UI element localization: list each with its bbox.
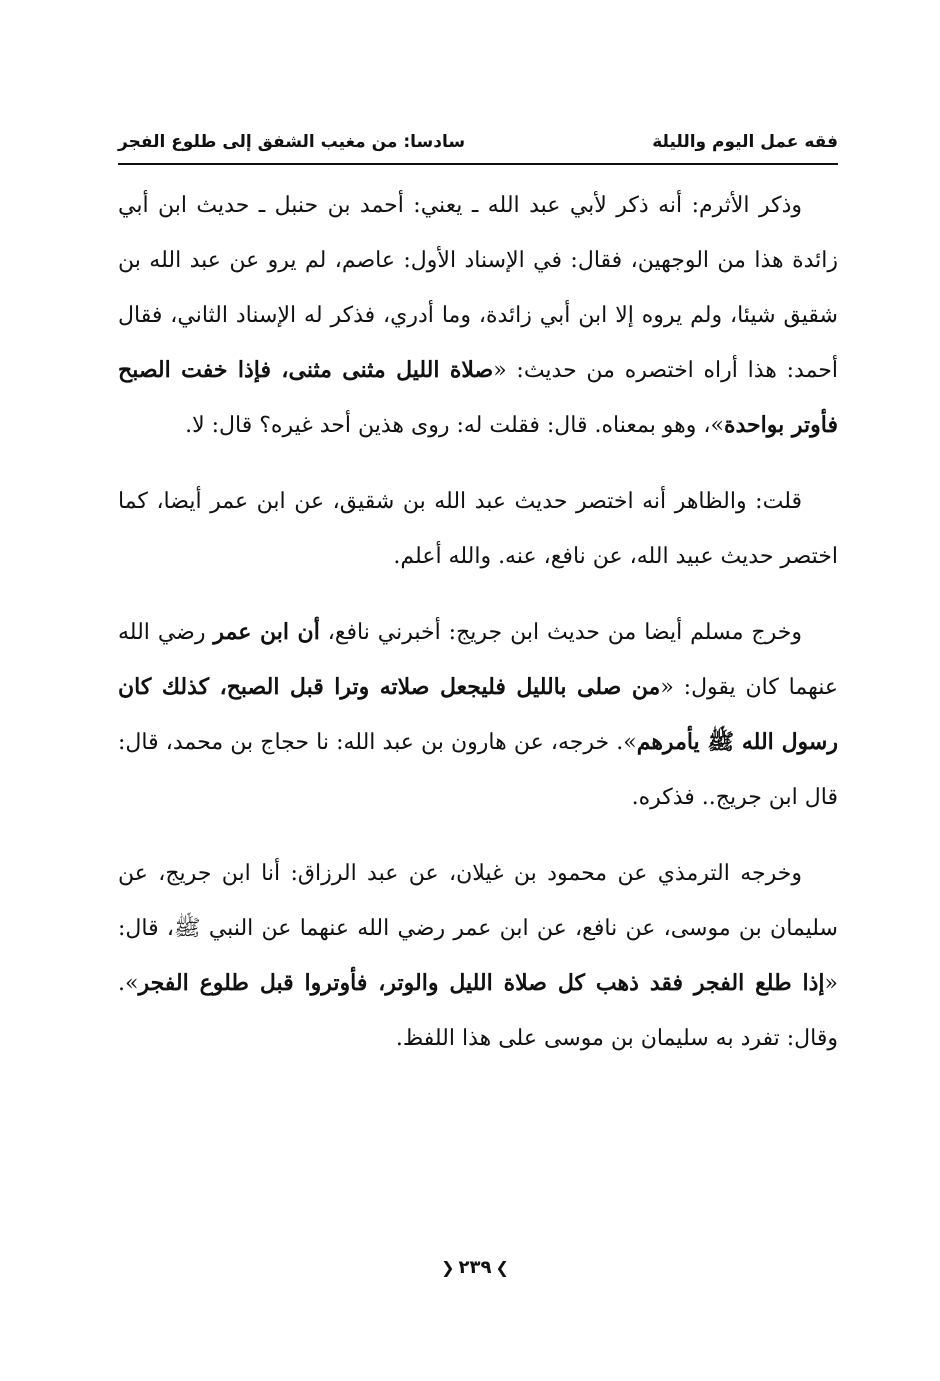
paragraph	[118, 178, 838, 453]
page-number-ornament-right: ❯	[495, 1258, 509, 1277]
section-title: سادسا: من مغيب الشفق إلى طلوع الفجر	[118, 132, 466, 152]
header-rule	[118, 163, 838, 165]
text-segment: وخرج مسلم أيضا من حديث ابن جريج: أخبرني نافع،	[319, 620, 802, 645]
text-segment: رضي الله عنهما كان يقول: «	[118, 620, 839, 700]
paragraph	[118, 605, 838, 825]
hadith-text: أن ابن عمر	[213, 619, 320, 645]
page-number-ornament-left: ❮	[441, 1258, 455, 1277]
text-segment: ». خرجه، عن هارون بن عبد الله: نا حجاج بن محمد، قال: قال ابن جريج.. فذكره.	[118, 730, 838, 810]
hadith-text: إذا طلع الفجر فقد ذهب كل صلاة الليل والوتر، فأوتروا قبل طلوع الفجر	[138, 970, 825, 996]
paragraph	[118, 846, 838, 1066]
body-text	[118, 178, 838, 1087]
text-segment: قلت: والظاهر أنه اختصر حديث عبد الله بن شقيق، عن ابن عمر أيضا، كما اختصر حديث عبيد الله، عن نافع، عنه. والله أعلم.	[118, 489, 838, 569]
hadith-text: من صلى بالليل فليجعل صلاته وترا قبل الصبح، كذلك كان رسول الله ﷺ يأمرهم	[118, 674, 838, 755]
text-segment: »، وهو بمعناه. قال: فقلت له: روى هذين أحد غيره؟ قال: لا.	[185, 413, 724, 438]
page-number-value: ٢٣٩	[458, 1257, 492, 1278]
paragraph	[118, 474, 838, 584]
text-segment: وخرجه الترمذي عن محمود بن غيلان، عن عبد الرزاق: أنا ابن جريج، عن سليمان بن موسى، عن نافع، عن ابن عمر رضي الله عنهما عن النبي ﷺ، قال: «	[118, 861, 838, 996]
page-number	[420, 1252, 530, 1284]
text-segment: ». وقال: تفرد به سليمان بن موسى على هذا اللفظ.	[118, 971, 838, 1051]
running-header	[118, 130, 838, 164]
book-title: فقه عمل اليوم والليلة	[652, 132, 838, 152]
text-segment: وذكر الأثرم: أنه ذكر لأبي عبد الله ـ يعني: أحمد بن حنبل ـ حديث ابن أبي زائدة هذا من الوجهين، فقال: في الإسناد الأول: عاصم، لم يرو عن عبد الله بن شقيق شيئا، ولم يروه إلا ابن أبي زائدة، وما أدري، فذكر له الإسناد الثاني، فقال أحمد: هذا أراه اختصره من حديث: «	[118, 193, 839, 383]
hadith-text: صلاة الليل مثنى مثنى، فإذا خفت الصبح فأوتر بواحدة	[118, 357, 838, 438]
